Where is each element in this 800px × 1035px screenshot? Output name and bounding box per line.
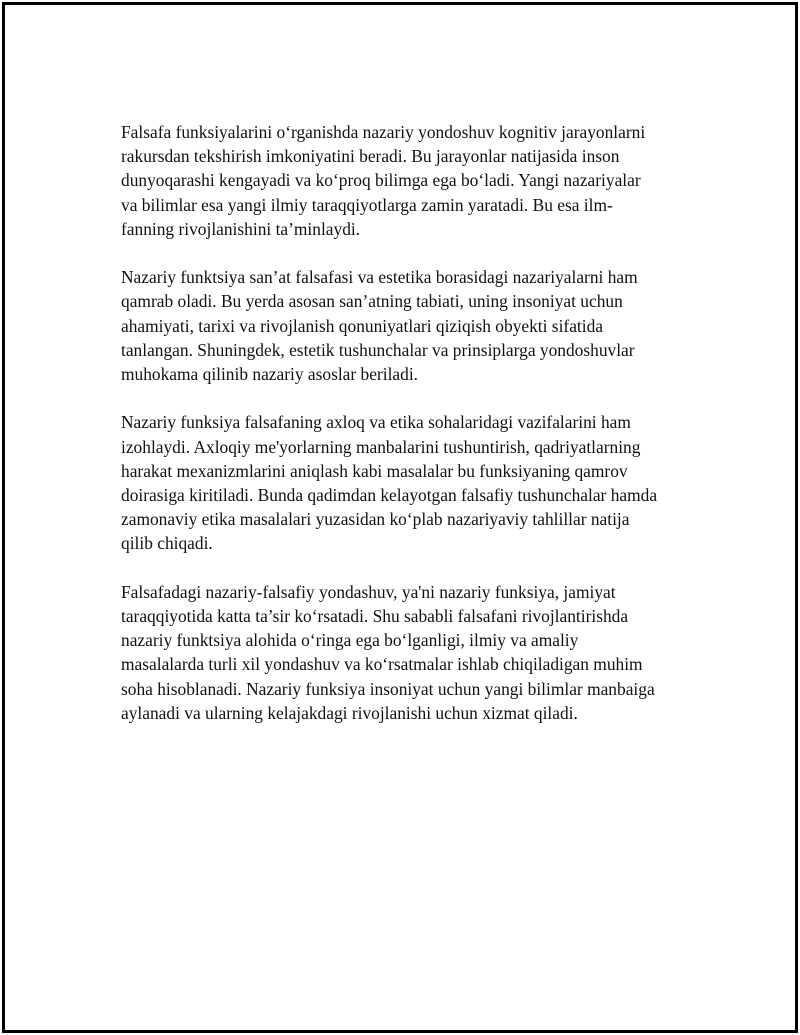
- paragraph-2: [121, 265, 681, 386]
- paragraph-line: fanning rivojlanishini ta’minlaydi.: [121, 218, 361, 239]
- paragraph-line: Nazariy funktsiya san’at falsafasi va estetika borasidagi nazariyalarni ham: [121, 267, 638, 288]
- paragraph-line: masalalarda turli xil yondashuv va ko‘rsatmalar ishlab chiqiladigan muhim: [121, 654, 643, 675]
- paragraph-line: Falsafa funksiyalarini o‘rganishda nazariy yondoshuv kognitiv jarayonlarni: [121, 122, 646, 142]
- paragraph-line: tanlangan. Shuningdek, estetik tushunchalar va prinsiplarga yondoshuvlar: [121, 339, 635, 360]
- paragraph-line: va bilimlar esa yangi ilmiy taraqqiyotlarga zamin yaratadi. Bu esa ilm-: [121, 194, 613, 215]
- paragraph-line: Nazariy funksiya falsafaning axloq va etika sohalaridagi vazifalarini ham: [121, 412, 631, 433]
- paragraph-line: qilib chiqadi.: [121, 533, 213, 554]
- paragraph-line: zamonaviy etika masalalari yuzasidan ko‘plab nazariyaviy tahlillar natija: [121, 509, 630, 530]
- paragraph-line: nazariy funktsiya alohida o‘ringa ega bo‘lganligi, ilmiy va amaliy: [121, 630, 579, 651]
- paragraph-line: qamrab oladi. Bu yerda asosan san’atning tabiati, uning insoniyat uchun: [121, 291, 623, 312]
- paragraph-line: rakursdan tekshirish imkoniyatini beradi. Bu jarayonlar natijasida inson: [121, 146, 620, 167]
- paragraph-line: muhokama qilinib nazariy asoslar beriladi.: [121, 364, 418, 385]
- paragraph-line: harakat mexanizmlarini aniqlash kabi masalalar bu funksiyaning qamrov: [121, 460, 628, 481]
- paragraph-3: [121, 410, 681, 555]
- document-body: [121, 120, 681, 749]
- paragraph-line: ahamiyati, tarixi va rivojlanish qonuniyatlari qiziqish obyekti sifatida: [121, 315, 603, 336]
- paragraph-4: [121, 580, 681, 725]
- paragraph-line: aylanadi va ularning kelajakdagi rivojlanishi uchun xizmat qiladi.: [121, 702, 578, 723]
- paragraph-line: soha hisoblanadi. Nazariy funksiya insoniyat uchun yangi bilimlar manbaiga: [121, 678, 655, 699]
- paragraph-line: Falsafadagi nazariy-falsafiy yondashuv, ya'ni nazariy funksiya, jamiyat: [121, 581, 616, 602]
- paragraph-line: doirasiga kiritiladi. Bunda qadimdan kelayotgan falsafiy tushunchalar hamda: [121, 485, 658, 506]
- paragraph-1: [121, 120, 681, 241]
- page-frame: [2, 2, 798, 1033]
- paragraph-line: taraqqiyotida katta ta’sir ko‘rsatadi. Shu sababli falsafani rivojlantirishda: [121, 606, 629, 627]
- paragraph-line: izohlaydi. Axloqiy me'yorlarning manbalarini tushuntirish, qadriyatlarning: [121, 436, 641, 457]
- paragraph-line: dunyoqarashi kengayadi va ko‘proq bilimga ega bo‘ladi. Yangi nazariyalar: [121, 170, 641, 191]
